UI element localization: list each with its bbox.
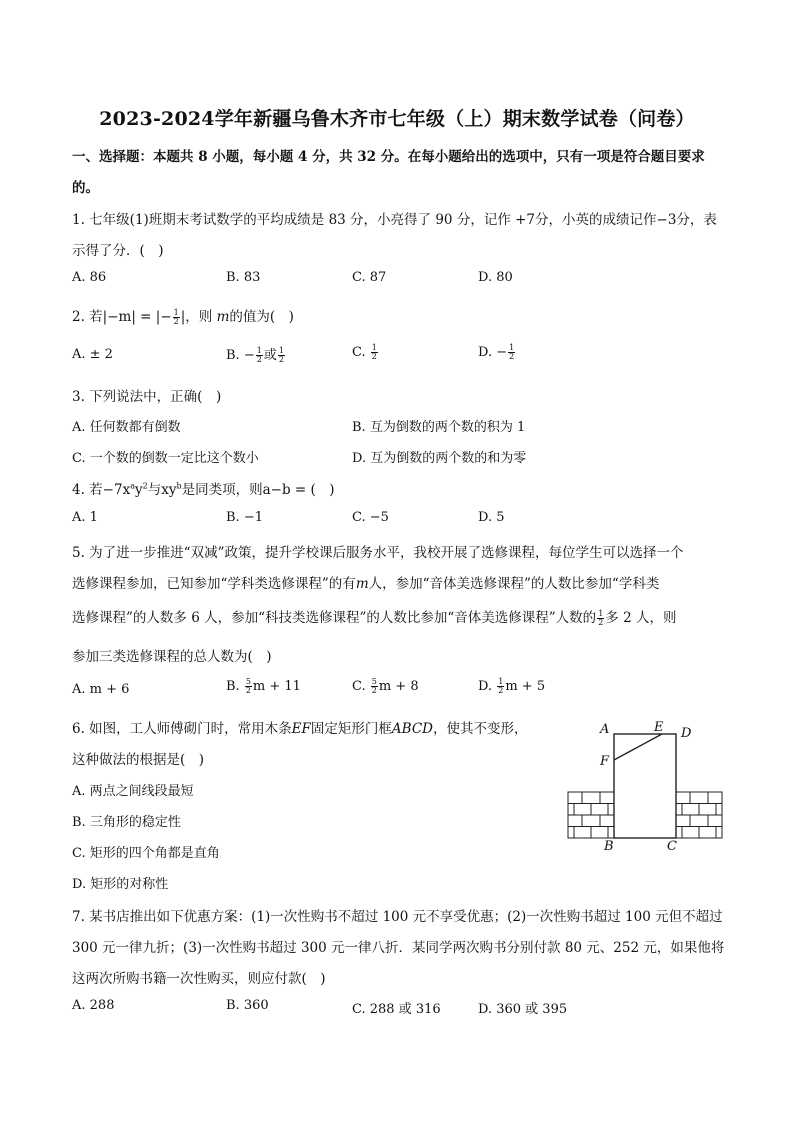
q4-stem: 4. 若$-7x^ay^2$与$xy^b$是同类项，则a−b = ( ) [72,481,335,498]
q6-option-c: C. 矩形的四个角都是直角 [72,846,220,861]
q5-stem-3: 选修课程”的人数多 6 人，参加“科技类选修课程”的人数比参加“音体美选修课程”人数的 $\frac{1}{2}$ 多 2 人，则 [72,609,677,627]
q6-stem-2: 这种做法的根据是( ) [72,752,205,768]
section-heading: 一、选择题：本题共 8 小题，每小题 4 分，共 32 分。在每小题给出的选项中，只有一项是符合题目要求 [72,149,705,165]
q2-option-b: B. − $\frac{1}{2}$ 或 $\frac{1}{2}$ [226,346,284,364]
q5-stem-2: 选修课程参加，已知参加“学科类选修课程”的有m人，参加“音体美选修课程”的人数比参加“学科类 [72,576,660,592]
q7-stem-3: 这两次所购书籍一次性购买，则应付款( ) [72,971,326,987]
wooden-strip-ef [614,734,662,760]
q1-stem: 1. 七年级(1)班期末考试数学的平均成绩是 83 分，小亮得了 90 分，记作 +7分，小英的成绩记作−3分，表 [72,212,717,228]
q5-stem: 5. 为了进一步推进“双减”政策，提升学校课后服务水平，我校开展了选修课程，每位学生可以选择一个 [72,545,684,561]
q7-option-c: C. 288 或 316 [352,1002,441,1017]
q7-option-b: B. 360 [226,998,269,1013]
q5-stem-4: 参加三类选修课程的总人数为( ) [72,649,272,665]
q1-option-a: A. 86 [72,270,107,285]
q2-option-d: D. − $\frac{1}{2}$ [478,343,515,361]
q3-stem: 3. 下列说法中，正确( ) [72,389,222,405]
door-frame-figure [560,712,730,857]
q2-option-c: C. $\frac{1}{2}$ [352,343,377,361]
q1-option-c: C. 87 [352,270,387,285]
q6-option-b: B. 三角形的稳定性 [72,815,181,830]
q2-option-a: A. ± 2 [72,347,113,362]
q3-option-c: C. 一个数的倒数一定比这个数小 [72,451,259,466]
q5-option-b: B. $\frac{5}{2}$ m + 11 [226,677,301,695]
q3-option-b: B. 互为倒数的两个数的积为 1 [352,420,526,435]
q6-stem: 6. 如图，工人师傅砌门时，常用木条EF固定矩形门框ABCD，使其不变形， [72,721,528,737]
q4-option-b: B. −1 [226,510,263,525]
q1-stem-cont: 示得了分．( ) [72,243,164,259]
label-a: A [600,722,610,737]
label-f: F [600,754,610,769]
q1-option-b: B. 83 [226,270,261,285]
q4-option-c: C. −5 [352,510,389,525]
fraction: $\frac{1}{2}$ [173,308,179,326]
q2-stem: 2. 若|−m| = |− $\frac{1}{2}$ |，则 m的值为( ) [72,308,294,326]
q3-option-d: D. 互为倒数的两个数的和为零 [352,451,527,466]
q1-option-d: D. 80 [478,270,513,285]
q4-option-d: D. 5 [478,510,505,525]
label-d: D [681,726,692,741]
q7-option-a: A. 288 [72,998,115,1013]
q7-stem: 7. 某书店推出如下优惠方案：(1)一次性购书不超过 100 元不享受优惠；(2)一次性购书超过 100 元但不超过 [72,909,723,925]
label-b: B [604,839,614,854]
q5-option-a: A. m + 6 [72,682,130,697]
door-frame [614,734,676,838]
q6-option-d: D. 矩形的对称性 [72,877,169,892]
q4-option-a: A. 1 [72,510,98,525]
q5-option-d: D. $\frac{1}{2}$ m + 5 [478,677,546,695]
label-e: E [654,720,664,735]
label-c: C [667,839,677,854]
page-title: 2023-2024学年新疆乌鲁木齐市七年级（上）期末数学试卷（问卷） [99,108,695,130]
q7-option-d: D. 360 或 395 [478,1002,568,1017]
q7-stem-2: 300 元一律九折；(3)一次性购书超过 300 元一律八折．某同学两次购书分别付款 80 元、252 元，如果他将 [72,940,725,956]
q6-option-a: A. 两点之间线段最短 [72,784,194,799]
section-heading-cont: 的。 [72,180,99,196]
q3-option-a: A. 任何数都有倒数 [72,420,181,435]
q5-option-c: C. $\frac{5}{2}$ m + 8 [352,677,419,695]
